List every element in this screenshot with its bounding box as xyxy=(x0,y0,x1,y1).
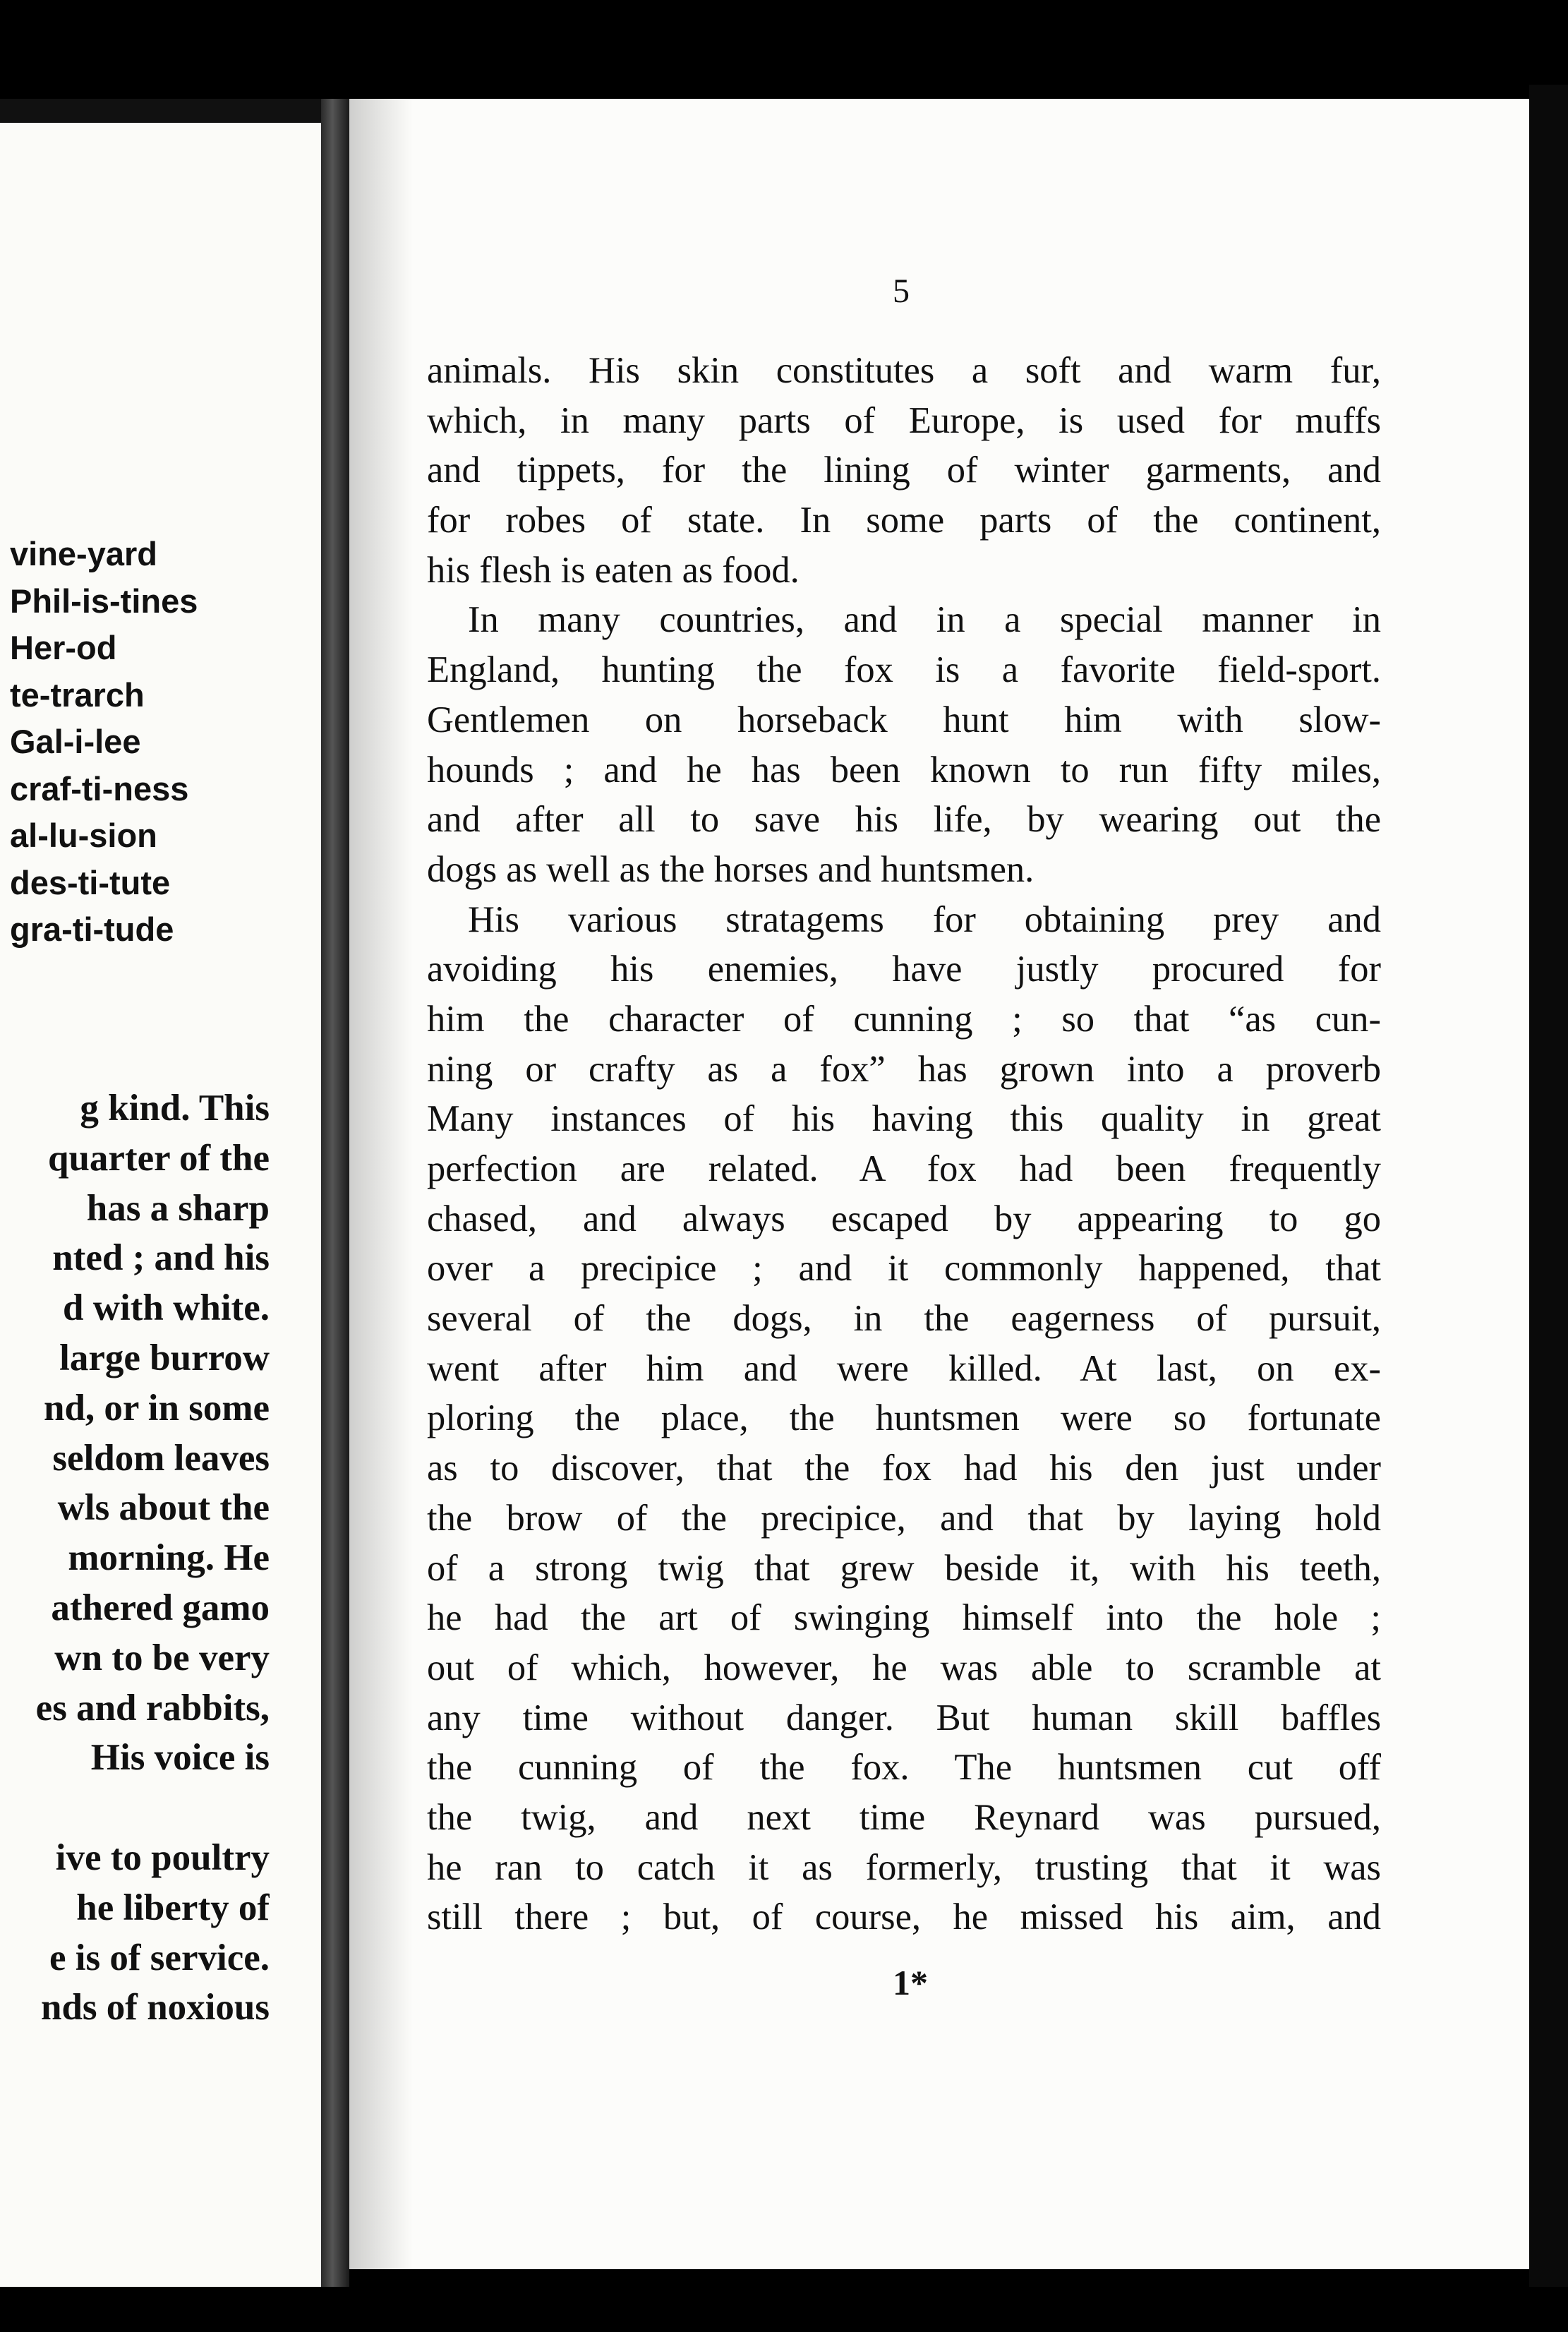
left-text-line: ive to poultry xyxy=(55,1837,270,1878)
text-line: as to discover, that the fox had his den just under xyxy=(427,1448,1381,1489)
text-line: and tippets, for the lining of winter garments, and xyxy=(427,450,1381,491)
text-line: avoiding his enemies, have justly procured for xyxy=(427,949,1381,990)
left-text-line: d with white. xyxy=(62,1287,270,1329)
word-list-item: craf-ti-ness xyxy=(10,769,189,807)
left-text-line: e is of service. xyxy=(49,1937,270,1978)
body-text xyxy=(427,346,1381,1942)
text-line: any time without danger. But human skill baffles xyxy=(427,1697,1381,1738)
text-line: still there ; but, of course, he missed his aim, and xyxy=(427,1897,1381,1938)
text-line: England, hunting the fox is a favorite field-sport. xyxy=(427,649,1381,691)
text-line: him the character of cunning ; so that “as cun- xyxy=(427,998,1381,1040)
word-list-item: des-ti-tute xyxy=(10,863,171,901)
text-line: of a strong twig that grew beside it, with his teeth, xyxy=(427,1547,1381,1589)
left-text-line: nd, or in some xyxy=(43,1387,270,1429)
text-line: over a precipice ; and it commonly happened, that xyxy=(427,1248,1381,1290)
left-page-top-edge xyxy=(0,99,321,123)
left-text-line: nds of noxious xyxy=(40,1987,270,2029)
left-text-line: athered gamo xyxy=(51,1587,270,1628)
left-text-line: morning. He xyxy=(68,1537,270,1579)
text-line: which, in many parts of Europe, is used for muffs xyxy=(427,399,1381,441)
left-text-line: nted ; and his xyxy=(52,1237,270,1279)
text-line: he had the art of swinging himself into the hole ; xyxy=(427,1597,1381,1639)
left-text-line: he liberty of xyxy=(76,1887,270,1928)
left-text-line: large burrow xyxy=(59,1337,270,1378)
left-text-line: wls about the xyxy=(57,1487,270,1529)
book-gutter xyxy=(321,99,349,2287)
text-line: he ran to catch it as formerly, trusting that it was xyxy=(427,1846,1381,1888)
text-line: perfection are related. A fox had been frequently xyxy=(427,1148,1381,1189)
text-line: several of the dogs, in the eagerness of pursuit, xyxy=(427,1298,1381,1340)
left-page-text xyxy=(0,1083,270,2033)
text-line: dogs as well as the horses and huntsmen. xyxy=(427,848,1035,890)
text-line: Many instances of his having this quality in great xyxy=(427,1098,1381,1140)
text-line: animals. His skin constitutes a soft and warm fur, xyxy=(427,350,1381,391)
page-number: 5 xyxy=(893,272,910,310)
text-line: ploring the place, the huntsmen were so fortunate xyxy=(427,1398,1381,1439)
left-text-line: seldom leaves xyxy=(52,1437,270,1479)
text-line: hounds ; and he has been known to run fifty miles, xyxy=(427,749,1381,791)
word-list-item: te-trarch xyxy=(10,675,145,714)
left-text-line: His voice is xyxy=(90,1737,270,1779)
word-list-item: al-lu-sion xyxy=(10,817,157,854)
word-list-item: Her-od xyxy=(10,629,117,666)
page-shadow xyxy=(349,99,413,2269)
text-line: the brow of the precipice, and that by laying hold xyxy=(427,1497,1381,1539)
word-list-item: gra-ti-tude xyxy=(10,910,174,948)
left-text-line: wn to be very xyxy=(54,1637,270,1678)
text-line: His various stratagems for obtaining prey and xyxy=(468,898,1381,940)
text-line: went after him and were killed. At last, on ex- xyxy=(427,1347,1381,1389)
right-page-edge xyxy=(1529,85,1568,2287)
spelling-word-list xyxy=(10,531,198,954)
text-line: ning or crafty as a fox” has grown into a proverb xyxy=(427,1048,1381,1090)
left-text-line: es and rabbits, xyxy=(35,1687,270,1729)
text-line: his flesh is eaten as food. xyxy=(427,549,800,591)
signature-mark: 1* xyxy=(893,1963,928,2002)
right-page xyxy=(349,99,1529,2269)
text-line: for robes of state. In some parts of the continent, xyxy=(427,500,1381,541)
text-line: the cunning of the fox. The huntsmen cut off xyxy=(427,1747,1381,1789)
left-text-line: g kind. This xyxy=(80,1088,270,1129)
left-text-line: has a sharp xyxy=(86,1187,270,1229)
text-line: In many countries, and in a special manner in xyxy=(468,599,1381,641)
word-list-item: vine-yard xyxy=(10,535,157,572)
text-line: the twig, and next time Reynard was pursued, xyxy=(427,1796,1381,1838)
paragraph-gap xyxy=(0,1783,270,1833)
text-line: Gentlemen on horseback hunt him with slow- xyxy=(427,699,1381,740)
left-page xyxy=(0,99,321,2287)
text-line: out of which, however, he was able to scramble at xyxy=(427,1647,1381,1688)
word-list-item: Gal-i-lee xyxy=(10,723,141,760)
text-line: chased, and always escaped by appearing to go xyxy=(427,1198,1381,1239)
word-list-item: Phil-is-tines xyxy=(10,582,198,620)
text-line: and after all to save his life, by wearing out the xyxy=(427,799,1381,841)
left-text-line: quarter of the xyxy=(47,1137,270,1179)
